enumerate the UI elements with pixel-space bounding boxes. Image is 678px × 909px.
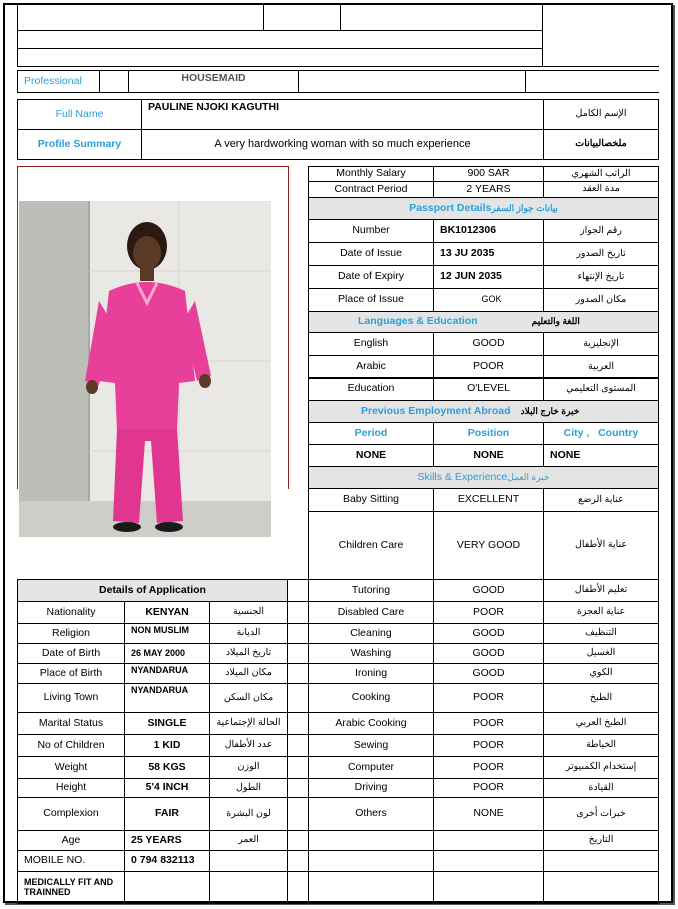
- application-row-gap: [287, 830, 309, 851]
- skill-row-label: Driving: [308, 778, 434, 798]
- full-name-label: Full Name: [17, 99, 142, 130]
- medical-blank-2: [209, 871, 288, 904]
- application-row-value: NYANDARUA: [124, 663, 210, 684]
- application-row-ar: الجنسية: [209, 601, 288, 624]
- application-row-gap: [287, 623, 309, 644]
- header-blank-2: [263, 3, 341, 31]
- period-label: Contract Period: [308, 181, 434, 198]
- application-row-label: Nationality: [17, 601, 125, 624]
- skill-row-label: Baby Sitting: [308, 488, 434, 512]
- employment-col-period: Period: [308, 422, 434, 445]
- skill-row-value: GOOD: [433, 643, 544, 664]
- employment-title-ar: خبرة خارج البلاد: [520, 405, 580, 416]
- passport-title: Passport Details: [409, 201, 492, 214]
- profession-value: HOUSEMAID: [128, 70, 299, 93]
- application-row-ar: مكان الميلاد: [209, 663, 288, 684]
- skill-row-label: [308, 830, 434, 851]
- language-row-ar: المستوى التعليمي: [543, 377, 659, 401]
- full-name-ar: الإسم الكامل: [543, 99, 659, 130]
- skill-row-value: [433, 830, 544, 851]
- skill-row-label: Others: [308, 797, 434, 831]
- skill-row-label: Disabled Care: [308, 601, 434, 624]
- application-row-label: Date of Birth: [17, 643, 125, 664]
- medical-right-2: [433, 871, 544, 904]
- language-row-ar: الإنجليزية: [543, 332, 659, 356]
- skill-row-ar: التنظيف: [543, 623, 659, 644]
- application-row-value: 25 YEARS: [124, 830, 210, 851]
- medical-label: MEDICALLY FIT AND TRAINNED: [17, 871, 125, 904]
- employment-col-position: Position: [433, 422, 544, 445]
- employment-title: Previous Employment Abroad: [361, 404, 511, 417]
- skill-row-label: Cooking: [308, 683, 434, 713]
- skill-row-ar: الغسيل: [543, 643, 659, 664]
- language-row-value: GOOD: [433, 332, 544, 356]
- skill-row-ar: التاريخ: [543, 830, 659, 851]
- passport-row-label: Date of Issue: [308, 242, 434, 266]
- skill-row-value: POOR: [433, 756, 544, 779]
- skill-row-ar: خبرات أخرى: [543, 797, 659, 831]
- skill-row-value: POOR: [433, 778, 544, 798]
- skill-row-ar: الخياطة: [543, 734, 659, 757]
- application-row-gap: [287, 734, 309, 757]
- mobile-right-3: [543, 850, 659, 872]
- passport-row-label: Date of Expiry: [308, 265, 434, 289]
- application-row-value: 26 MAY 2000: [124, 643, 210, 664]
- salary-value: 900 SAR: [433, 166, 544, 182]
- skill-row-ar: الكوي: [543, 663, 659, 684]
- skills-title-ar: خبرة العمل: [507, 471, 550, 482]
- mobile-gap: [287, 850, 309, 872]
- language-row-value: O'LEVEL: [433, 377, 544, 401]
- passport-row-value: BK1012306: [433, 219, 544, 243]
- skill-row-label: Washing: [308, 643, 434, 664]
- employment-col-city: [543, 422, 659, 445]
- employment-position-value: NONE: [433, 444, 544, 467]
- application-row-ar: الوزن: [209, 756, 288, 779]
- application-row-gap: [287, 756, 309, 779]
- application-row-ar: الديانة: [209, 623, 288, 644]
- header-blank-1: [17, 3, 264, 31]
- language-row-ar: العربية: [543, 355, 659, 379]
- application-section-title: Details of Application: [17, 579, 288, 602]
- skill-row-label: Tutoring: [308, 579, 434, 602]
- passport-row-label: Place of Issue: [308, 288, 434, 312]
- skill-row-value: POOR: [433, 712, 544, 735]
- header-blank-3: [340, 3, 543, 31]
- application-row-ar: عدد الأطفال: [209, 734, 288, 757]
- skill-row-ar: القيادة: [543, 778, 659, 798]
- passport-title-ar: بيانات جواز السفر: [491, 202, 558, 213]
- application-row-value: KENYAN: [124, 601, 210, 624]
- languages-title-ar: اللغة والتعليم: [531, 316, 580, 327]
- application-row-gap: [287, 683, 309, 713]
- summary-ar: ملخصالبيانات: [543, 129, 659, 160]
- application-row-label: Height: [17, 778, 125, 798]
- skill-row-label: Children Care: [308, 511, 434, 580]
- profession-spacer: [99, 70, 129, 93]
- application-row-value: NON MUSLIM: [124, 623, 210, 644]
- passport-row-ar: تاريخ الإنتهاء: [543, 265, 659, 289]
- person-photo-icon: [19, 201, 271, 537]
- employment-col-country-label: Country: [598, 426, 639, 439]
- languages-title: Languages & Education: [358, 315, 478, 328]
- skill-row-value: EXCELLENT: [433, 488, 544, 512]
- application-row-ar: الحالة الإجتماعية: [209, 712, 288, 735]
- full-name-value: PAULINE NJOKI KAGUTHI: [141, 99, 544, 130]
- employment-section-title: [308, 400, 659, 423]
- employment-col-city-label: City ,: [563, 426, 590, 439]
- skill-row-value: POOR: [433, 683, 544, 713]
- passport-row-label: Number: [308, 219, 434, 243]
- skill-row-value: POOR: [433, 734, 544, 757]
- passport-row-ar: رقم الجواز: [543, 219, 659, 243]
- application-row-label: No of Children: [17, 734, 125, 757]
- skill-row-value: GOOD: [433, 663, 544, 684]
- application-title-gap: [287, 579, 309, 602]
- skill-row-ar: الطبخ: [543, 683, 659, 713]
- passport-row-value: 13 JU 2035: [433, 242, 544, 266]
- mobile-right-2: [433, 850, 544, 872]
- skill-row-label: Cleaning: [308, 623, 434, 644]
- summary-value: A very hardworking woman with so much experience: [141, 129, 544, 160]
- salary-label: Monthly Salary: [308, 166, 434, 182]
- application-row-gap: [287, 712, 309, 735]
- application-row-gap: [287, 778, 309, 798]
- skill-row-ar: عناية الرضع: [543, 488, 659, 512]
- skill-row-ar: إستخدام الكمبيوتر: [543, 756, 659, 779]
- mobile-label: MOBILE NO.: [17, 850, 125, 872]
- skill-row-value: GOOD: [433, 579, 544, 602]
- language-row-label: Arabic: [308, 355, 434, 379]
- employment-period-value: NONE: [308, 444, 434, 467]
- skill-row-label: Computer: [308, 756, 434, 779]
- language-row-label: Education: [308, 377, 434, 401]
- application-row-label: Marital Status: [17, 712, 125, 735]
- application-row-label: Weight: [17, 756, 125, 779]
- application-row-value: NYANDARUA: [124, 683, 210, 713]
- application-row-value: SINGLE: [124, 712, 210, 735]
- employment-location-value: NONE: [543, 444, 659, 467]
- skill-row-ar: الطبخ العربي: [543, 712, 659, 735]
- passport-row-ar: مكان الصدور: [543, 288, 659, 312]
- application-row-value: FAIR: [124, 797, 210, 831]
- header-blank-6: [542, 3, 659, 67]
- header-blank-5: [17, 48, 543, 67]
- period-value: 2 YEARS: [433, 181, 544, 198]
- mobile-right-1: [308, 850, 434, 872]
- medical-gap: [287, 871, 309, 904]
- medical-blank-1: [124, 871, 210, 904]
- profession-blank-2: [525, 70, 659, 93]
- application-row-value: 5'4 INCH: [124, 778, 210, 798]
- salary-ar: الراتب الشهري: [543, 166, 659, 182]
- application-row-gap: [287, 663, 309, 684]
- skill-row-value: NONE: [433, 797, 544, 831]
- header-blank-4: [17, 30, 543, 49]
- skill-row-value: POOR: [433, 601, 544, 624]
- summary-label: Profile Summary: [17, 129, 142, 160]
- skill-row-ar: تعليم الأطفال: [543, 579, 659, 602]
- skill-row-ar: عناية العجزة: [543, 601, 659, 624]
- period-ar: مدة العقد: [543, 181, 659, 198]
- language-row-label: English: [308, 332, 434, 356]
- skill-row-value: VERY GOOD: [433, 511, 544, 580]
- skill-row-label: Ironing: [308, 663, 434, 684]
- medical-right-3: [543, 871, 659, 904]
- application-row-gap: [287, 643, 309, 664]
- mobile-blank: [209, 850, 288, 872]
- application-row-ar: تاريخ الميلاد: [209, 643, 288, 664]
- passport-row-value: 12 JUN 2035: [433, 265, 544, 289]
- application-row-gap: [287, 601, 309, 624]
- passport-row-value: GOK: [433, 288, 544, 312]
- mobile-value: 0 794 832113: [124, 850, 210, 872]
- application-row-label: Living Town: [17, 683, 125, 713]
- skills-title: Skills & Experience: [417, 470, 508, 483]
- passport-row-ar: تاريخ الصدور: [543, 242, 659, 266]
- skill-row-value: GOOD: [433, 623, 544, 644]
- skill-row-label: Sewing: [308, 734, 434, 757]
- passport-section-title: [308, 197, 659, 220]
- application-row-label: Complexion: [17, 797, 125, 831]
- application-row-gap: [287, 797, 309, 831]
- skill-row-label: Arabic Cooking: [308, 712, 434, 735]
- application-row-ar: مكان السكن: [209, 683, 288, 713]
- application-row-label: Age: [17, 830, 125, 851]
- application-row-ar: لون البشرة: [209, 797, 288, 831]
- application-row-value: 1 KID: [124, 734, 210, 757]
- application-row-ar: العمر: [209, 830, 288, 851]
- application-row-label: Religion: [17, 623, 125, 644]
- application-row-label: Place of Birth: [17, 663, 125, 684]
- application-row-ar: الطول: [209, 778, 288, 798]
- skills-section-title: [308, 466, 659, 489]
- medical-right-1: [308, 871, 434, 904]
- profession-blank-1: [298, 70, 526, 93]
- application-row-value: 58 KGS: [124, 756, 210, 779]
- languages-section-title: [308, 311, 659, 333]
- skill-row-ar: عناية الأطفال: [543, 511, 659, 580]
- profession-label: Professional: [17, 70, 100, 93]
- language-row-value: POOR: [433, 355, 544, 379]
